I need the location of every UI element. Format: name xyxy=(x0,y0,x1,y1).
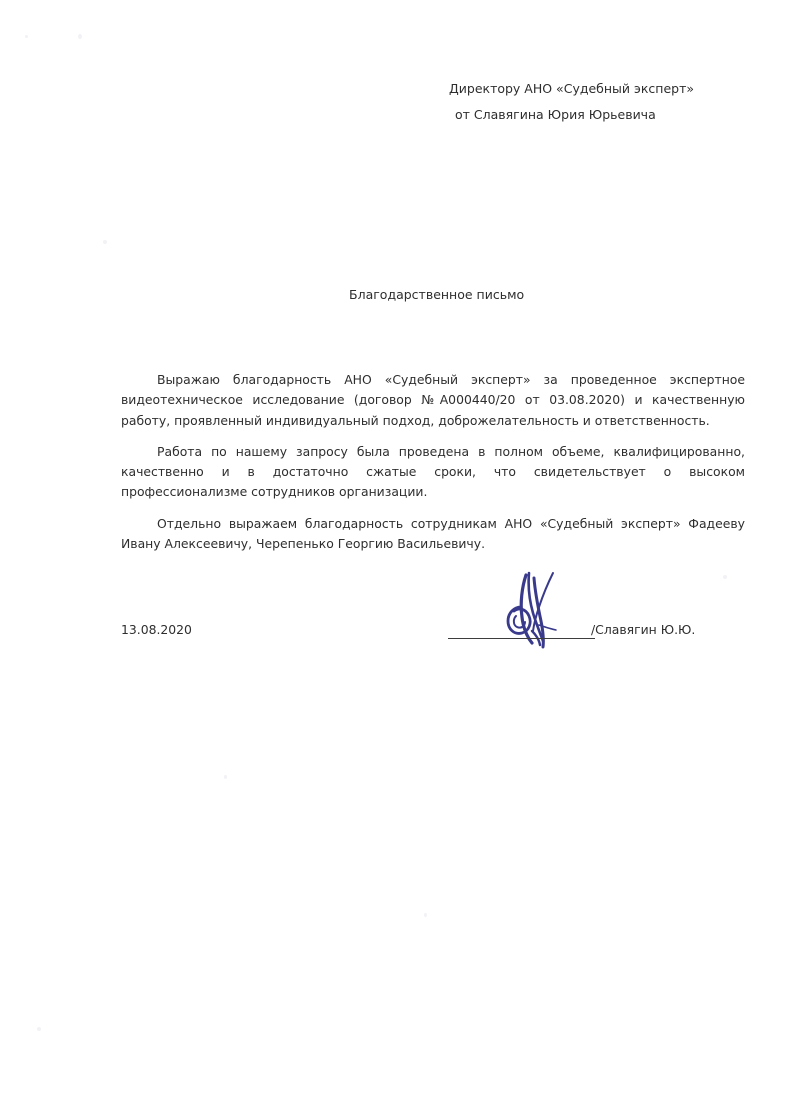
body-paragraph: Отдельно выражаем благодарность сотрудникам АНО «Судебный эксперт» Фадееву Ивану Алексеевичу, Черепенько Георгию Васильевичу. xyxy=(121,515,745,552)
scan-speckle xyxy=(78,34,82,39)
signature-date: 13.08.2020 xyxy=(121,622,192,637)
scan-speckle xyxy=(37,1027,41,1031)
scan-speckle xyxy=(25,35,28,38)
addressee-line-2: от Славягина Юрия Юрьевича xyxy=(455,107,656,122)
body-paragraph: Выражаю благодарность АНО «Судебный эксперт» за проведенное экспертное видеотехническое исследование (договор №А000440/20 от 03.08.2020) и качественную работу, проявленный индивидуальный подход, доброжелательность и ответственность. xyxy=(121,372,745,428)
body-paragraph: Работа по нашему запросу была проведена в полном объеме, квалифицированно, качественно и в достаточно сжатые сроки, что свидетельствует о высоком профессионализме сотрудников организации. xyxy=(121,443,745,500)
addressee-block xyxy=(449,76,749,128)
document-body xyxy=(121,370,745,554)
signature-name: /Славягин Ю.Ю. xyxy=(591,622,696,637)
scan-speckle xyxy=(424,913,427,917)
signature-row xyxy=(121,622,745,644)
scan-speckle xyxy=(723,575,727,579)
scan-speckle xyxy=(103,240,107,244)
scan-speckle xyxy=(224,775,227,779)
signature-rule xyxy=(448,638,595,639)
addressee-line-1: Директору АНО «Судебный эксперт» xyxy=(449,81,695,96)
document-title: Благодарственное письмо xyxy=(349,287,525,302)
